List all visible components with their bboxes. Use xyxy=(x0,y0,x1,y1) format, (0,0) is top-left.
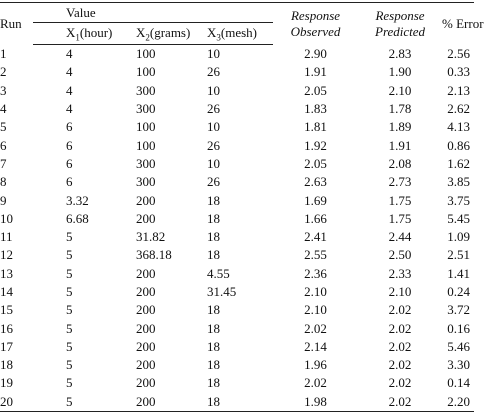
cell-run: 10 xyxy=(0,210,13,226)
cell-run: 20 xyxy=(0,393,33,412)
cell-x2: 300 xyxy=(136,82,156,98)
cell-x2: 200 xyxy=(136,302,156,318)
cell-error: 3.85 xyxy=(447,174,471,190)
table-row xyxy=(0,301,474,319)
cell-response-observed: 2.02 xyxy=(304,320,327,336)
cell-error: 2.51 xyxy=(447,247,471,263)
cell-error: 0.14 xyxy=(447,375,471,391)
header-response-observed-line1: Response xyxy=(290,7,341,23)
table-row xyxy=(0,118,474,136)
cell-x1: 5 xyxy=(66,302,73,318)
cell-x2: 200 xyxy=(136,265,156,281)
cell-x1: 4 xyxy=(66,101,73,117)
cell-x3: 18 xyxy=(207,357,220,373)
cell-x3: 4.55 xyxy=(207,265,230,281)
cell-run: 5 xyxy=(0,119,7,135)
cell-x2: 368.18 xyxy=(136,247,172,263)
cell-response-predicted: 2.44 xyxy=(388,229,412,245)
cell-x1: 5 xyxy=(66,284,73,299)
cell-x2: 300 xyxy=(136,101,156,117)
cell-run: 7 xyxy=(0,155,7,171)
cell-x2: 100 xyxy=(136,119,156,135)
cell-x1: 6 xyxy=(66,137,73,153)
table-row xyxy=(0,374,474,392)
cell-run: 17 xyxy=(0,338,13,354)
table-row xyxy=(0,100,474,118)
cell-response-predicted: 2.33 xyxy=(388,265,412,281)
cell-x3: 26 xyxy=(207,64,220,80)
cell-run: 14 xyxy=(0,284,13,299)
cell-response-observed: 2.14 xyxy=(304,338,327,354)
cell-response-observed: 2.05 xyxy=(304,155,327,171)
cell-error: 3.75 xyxy=(447,192,471,208)
cell-response-predicted: 2.73 xyxy=(388,174,412,190)
table-row xyxy=(0,356,474,374)
cell-response-observed: 2.41 xyxy=(304,229,327,245)
cell-x3: 18 xyxy=(207,247,220,263)
cell-error: 1.41 xyxy=(447,265,471,281)
cell-response-predicted: 2.02 xyxy=(388,357,412,373)
cell-run: 2 xyxy=(0,64,7,80)
cell-x3: 18 xyxy=(207,229,220,245)
cell-response-observed: 2.05 xyxy=(304,82,327,98)
table-row xyxy=(0,63,474,81)
table-row xyxy=(0,45,474,64)
header-x3: $X_3(mesh)$ xyxy=(207,23,273,45)
header-error: % Error xyxy=(442,3,474,45)
header-x1: $X_1(hour)$ xyxy=(33,23,136,45)
cell-error: 1.62 xyxy=(447,155,471,171)
cell-x3: 26 xyxy=(207,137,220,153)
cell-run: 11 xyxy=(0,229,13,245)
cell-response-observed: 1.81 xyxy=(304,119,327,135)
cell-x3: 26 xyxy=(207,174,220,190)
header-response-observed-line2: Observed xyxy=(290,23,341,39)
cell-x2: 200 xyxy=(136,393,207,412)
cell-x3: 10 xyxy=(207,155,220,171)
table-row xyxy=(0,136,474,154)
cell-run: 13 xyxy=(0,265,13,281)
cell-error: 3.30 xyxy=(447,357,471,373)
cell-x2: 200 xyxy=(136,192,156,208)
cell-run: 16 xyxy=(0,320,13,336)
table-row xyxy=(0,265,474,283)
table-body xyxy=(0,45,474,412)
cell-x1: 5 xyxy=(66,320,73,336)
cell-x2: 31.82 xyxy=(136,229,166,245)
cell-x1: 6 xyxy=(66,174,73,190)
cell-response-predicted: 2.02 xyxy=(388,375,412,391)
table-row xyxy=(0,155,474,173)
cell-response-predicted: 2.10 xyxy=(388,82,412,98)
cell-response-predicted: 2.02 xyxy=(388,320,412,336)
cell-error: 0.86 xyxy=(447,137,471,153)
cell-response-observed: 2.63 xyxy=(304,174,327,190)
results-table xyxy=(0,2,484,412)
cell-run: 4 xyxy=(0,101,7,117)
cell-x1: 5 xyxy=(66,375,73,391)
cell-x2: 200 xyxy=(136,375,156,391)
cell-x3: 10 xyxy=(207,46,220,62)
cell-error: 3.72 xyxy=(447,302,471,318)
header-response-observed xyxy=(273,3,358,45)
cell-error: 0.16 xyxy=(447,320,471,336)
cell-run: 8 xyxy=(0,174,7,190)
cell-error: 2.20 xyxy=(442,393,474,412)
cell-x3: 18 xyxy=(207,375,220,391)
cell-x2: 100 xyxy=(136,137,156,153)
cell-x2: 200 xyxy=(136,338,156,354)
cell-run: 9 xyxy=(0,192,7,208)
cell-error: 5.45 xyxy=(447,210,471,226)
header-run: Run xyxy=(0,3,33,45)
cell-response-observed: 2.10 xyxy=(304,302,327,318)
cell-x1: 6.68 xyxy=(66,210,89,226)
cell-response-observed: 1.83 xyxy=(304,101,327,117)
cell-response-predicted: 2.10 xyxy=(388,284,412,299)
cell-x1: 4 xyxy=(66,46,73,62)
cell-x1: 5 xyxy=(66,357,73,373)
cell-error: 0.24 xyxy=(447,284,471,299)
table-row xyxy=(0,173,474,191)
cell-x3: 31.45 xyxy=(207,284,237,299)
cell-response-observed: 2.36 xyxy=(304,265,327,281)
cell-x2: 300 xyxy=(136,155,156,171)
cell-error: 2.13 xyxy=(447,82,471,98)
cell-response-predicted: 1.78 xyxy=(388,101,412,117)
cell-response-predicted: 2.83 xyxy=(388,45,412,61)
cell-run: 6 xyxy=(0,137,7,153)
header-x2: $X_2(grams)$ xyxy=(136,23,207,45)
cell-x1: 3.32 xyxy=(66,192,89,208)
cell-response-observed: 2.02 xyxy=(304,375,327,391)
header-value: Value xyxy=(33,3,273,23)
cell-response-observed: 1.91 xyxy=(304,64,327,80)
cell-run: 1 xyxy=(0,45,7,61)
header-response-predicted-line1: Response xyxy=(375,7,425,23)
cell-response-observed: 2.90 xyxy=(304,45,327,61)
cell-response-observed: 1.96 xyxy=(304,357,327,373)
cell-response-predicted: 2.08 xyxy=(388,155,412,171)
cell-x2: 200 xyxy=(136,284,156,299)
cell-x3: 18 xyxy=(207,320,220,336)
cell-x3: 10 xyxy=(207,119,220,135)
cell-x1: 5 xyxy=(66,338,73,354)
cell-response-observed: 2.55 xyxy=(304,247,327,263)
cell-error: 5.46 xyxy=(447,338,471,354)
cell-x1: 4 xyxy=(66,64,73,80)
cell-response-predicted: 1.75 xyxy=(388,210,412,226)
cell-x2: 200 xyxy=(136,320,156,336)
table-row xyxy=(0,319,474,337)
header-response-predicted xyxy=(358,3,442,45)
cell-response-predicted: 2.02 xyxy=(388,338,412,354)
cell-x1: 6 xyxy=(66,119,73,135)
cell-x2: 100 xyxy=(136,64,156,80)
cell-x3: 18 xyxy=(207,192,220,208)
cell-run: 3 xyxy=(0,82,7,98)
cell-error: 2.62 xyxy=(447,101,471,117)
header-response-predicted-line2: Predicted xyxy=(375,23,426,39)
cell-run: 12 xyxy=(0,247,13,263)
cell-error: 2.56 xyxy=(447,45,471,61)
cell-x1: 6 xyxy=(66,155,73,171)
cell-run: 19 xyxy=(0,375,13,391)
cell-x1: 5 xyxy=(66,229,73,245)
cell-x3: 18 xyxy=(207,393,273,412)
cell-x2: 100 xyxy=(136,46,156,62)
cell-response-predicted: 2.02 xyxy=(388,302,412,318)
cell-response-observed: 1.92 xyxy=(304,137,327,153)
cell-error: 1.09 xyxy=(447,229,471,245)
cell-error: 4.13 xyxy=(447,119,471,135)
cell-x3: 10 xyxy=(207,82,220,98)
cell-x3: 18 xyxy=(207,210,220,226)
cell-x2: 200 xyxy=(136,210,156,226)
cell-x1: 5 xyxy=(33,393,136,412)
table-row xyxy=(0,210,474,228)
cell-run: 18 xyxy=(0,357,13,373)
header-row-1 xyxy=(0,3,474,23)
table-row xyxy=(0,283,474,301)
cell-x3: 26 xyxy=(207,101,220,117)
cell-x1: 5 xyxy=(66,247,73,263)
cell-response-observed: 1.69 xyxy=(304,192,327,208)
cell-response-predicted: 1.75 xyxy=(388,192,412,208)
table-row xyxy=(0,246,474,264)
table-row xyxy=(0,338,474,356)
cell-response-observed: 1.98 xyxy=(273,393,358,412)
cell-response-observed: 2.10 xyxy=(304,284,327,299)
cell-response-predicted: 2.50 xyxy=(388,247,412,263)
table-row xyxy=(0,228,474,246)
cell-error: 0.33 xyxy=(447,64,471,80)
table-row xyxy=(0,191,474,209)
cell-x1: 5 xyxy=(66,265,73,281)
cell-x3: 18 xyxy=(207,302,220,318)
cell-response-predicted: 1.91 xyxy=(388,137,412,153)
cell-x2: 300 xyxy=(136,174,156,190)
cell-run: 15 xyxy=(0,302,13,318)
table-row xyxy=(0,82,474,100)
cell-x3: 18 xyxy=(207,338,220,354)
cell-response-predicted: 1.89 xyxy=(388,119,412,135)
cell-response-predicted: 1.90 xyxy=(388,64,412,80)
cell-response-observed: 1.66 xyxy=(304,210,327,226)
table-row xyxy=(0,393,474,412)
cell-response-predicted: 2.02 xyxy=(358,393,442,412)
cell-x1: 4 xyxy=(66,82,73,98)
cell-x2: 200 xyxy=(136,357,156,373)
